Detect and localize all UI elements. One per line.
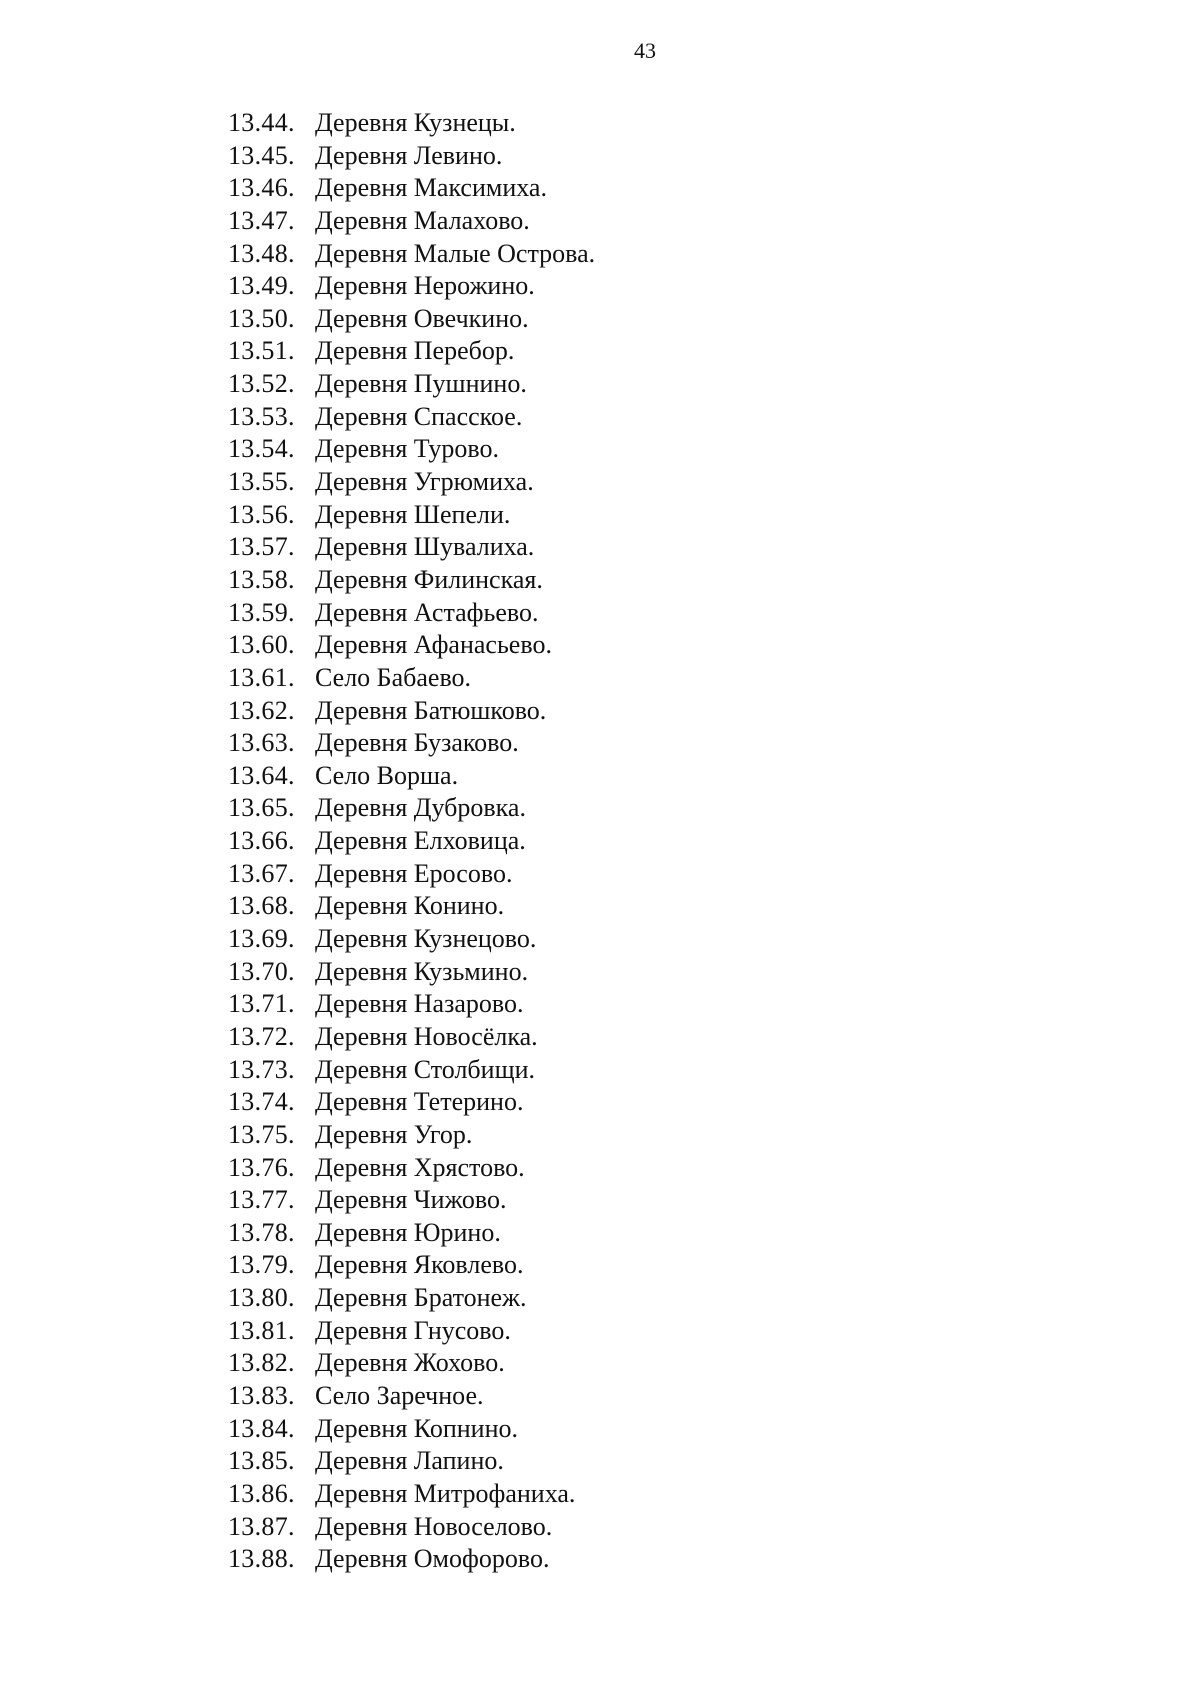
item-text: Деревня Юрино. [315, 1217, 501, 1247]
list-item [228, 303, 595, 336]
item-number: 13.67. [228, 858, 295, 888]
item-text: Деревня Пушнино. [315, 369, 527, 399]
item-number: 13.55. [228, 467, 295, 497]
item-number: 13.87. [228, 1511, 295, 1541]
item-text: Деревня Лапино. [315, 1446, 504, 1476]
item-number: 13.77. [228, 1185, 295, 1215]
item-text: Деревня Омофорово. [315, 1544, 550, 1574]
item-number: 13.58. [228, 564, 295, 594]
item-number: 13.57. [228, 532, 295, 562]
item-text: Деревня Митрофаниха. [315, 1478, 576, 1508]
item-number: 13.48. [228, 238, 295, 268]
list-item [228, 662, 595, 695]
item-number: 13.61. [228, 662, 295, 692]
list-item [228, 368, 595, 401]
list-item [228, 1217, 595, 1250]
item-text: Деревня Перебор. [315, 336, 515, 366]
item-number: 13.56. [228, 499, 295, 529]
list-item [228, 1543, 595, 1576]
item-number: 13.53. [228, 401, 295, 431]
item-text: Деревня Левино. [315, 140, 503, 170]
item-number: 13.74. [228, 1087, 295, 1117]
list-item [228, 1380, 595, 1413]
item-text: Деревня Максимиха. [315, 173, 547, 203]
list-item [228, 466, 595, 499]
list-item [228, 238, 595, 271]
item-text: Деревня Яковлево. [315, 1250, 524, 1280]
item-number: 13.84. [228, 1413, 295, 1443]
list-item [228, 988, 595, 1021]
item-text: Деревня Тетерино. [315, 1087, 524, 1117]
item-text: Деревня Угрюмиха. [315, 467, 534, 497]
item-number: 13.50. [228, 303, 295, 333]
item-text: Деревня Кузнецово. [315, 924, 537, 954]
item-number: 13.65. [228, 793, 295, 823]
item-text: Деревня Турово. [315, 434, 499, 464]
item-number: 13.66. [228, 826, 295, 856]
list-item [228, 629, 595, 662]
list-item [228, 760, 595, 793]
item-text: Деревня Дубровка. [315, 793, 526, 823]
list-item [228, 956, 595, 989]
item-number: 13.60. [228, 630, 295, 660]
item-text: Деревня Угор. [315, 1119, 473, 1149]
page-number: 43 [634, 38, 656, 63]
item-text: Деревня Елховица. [315, 826, 526, 856]
item-text: Деревня Кузнецы. [315, 108, 516, 137]
item-number: 13.49. [228, 271, 295, 301]
item-number: 13.70. [228, 956, 295, 986]
list-item [228, 401, 595, 434]
item-number: 13.68. [228, 891, 295, 921]
list-item [228, 1021, 595, 1054]
item-number: 13.44. [228, 108, 295, 137]
item-number: 13.46. [228, 173, 295, 203]
list-item [228, 695, 595, 728]
list-item [228, 1478, 595, 1511]
item-number: 13.81. [228, 1315, 295, 1345]
item-text: Село Бабаево. [315, 662, 472, 692]
list-item [228, 1445, 595, 1478]
item-number: 13.78. [228, 1217, 295, 1247]
item-number: 13.79. [228, 1250, 295, 1280]
item-text: Деревня Конино. [315, 891, 505, 921]
list-item [228, 1413, 595, 1446]
item-number: 13.63. [228, 728, 295, 758]
list-item [228, 858, 595, 891]
item-text: Деревня Кузьмино. [315, 956, 529, 986]
item-number: 13.59. [228, 597, 295, 627]
list-item [228, 433, 595, 466]
list-item [228, 792, 595, 825]
list-item [228, 1054, 595, 1087]
item-text: Деревня Шувалиха. [315, 532, 535, 562]
item-text: Деревня Афанасьево. [315, 630, 552, 660]
item-text: Деревня Бузаково. [315, 728, 519, 758]
item-text: Село Заречное. [315, 1380, 484, 1410]
item-number: 13.47. [228, 205, 295, 235]
item-number: 13.82. [228, 1348, 295, 1378]
list-item [228, 270, 595, 303]
item-text: Деревня Братонеж. [315, 1283, 527, 1313]
item-text: Деревня Новосёлка. [315, 1021, 538, 1051]
item-number: 13.51. [228, 336, 295, 366]
list-item [228, 1315, 595, 1348]
list-item [228, 923, 595, 956]
item-text: Деревня Астафьево. [315, 597, 539, 627]
list-item [228, 1347, 595, 1380]
list-item [228, 1152, 595, 1185]
item-text: Деревня Гнусово. [315, 1315, 511, 1345]
item-number: 13.83. [228, 1380, 295, 1410]
list-item [228, 531, 595, 564]
list-item [228, 1086, 595, 1119]
list-item [228, 890, 595, 923]
item-number: 13.80. [228, 1283, 295, 1313]
list-item [228, 825, 595, 858]
item-text: Деревня Чижово. [315, 1185, 507, 1215]
item-number: 13.86. [228, 1478, 295, 1508]
item-text: Деревня Копнино. [315, 1413, 518, 1443]
item-number: 13.69. [228, 924, 295, 954]
item-text: Деревня Малахово. [315, 205, 530, 235]
item-text: Деревня Жохово. [315, 1348, 505, 1378]
item-number: 13.73. [228, 1054, 295, 1084]
item-number: 13.62. [228, 695, 295, 725]
item-text: Деревня Батюшково. [315, 695, 547, 725]
list-item [228, 205, 595, 238]
item-number: 13.72. [228, 1021, 295, 1051]
item-text: Деревня Филинская. [315, 564, 543, 594]
settlement-list [228, 107, 595, 1576]
list-item [228, 1119, 595, 1152]
item-text: Деревня Шепели. [315, 499, 511, 529]
list-item [228, 597, 595, 630]
list-item [228, 1282, 595, 1315]
list-item [228, 107, 595, 140]
item-text: Деревня Нерожино. [315, 271, 535, 301]
item-number: 13.88. [228, 1544, 295, 1574]
item-number: 13.75. [228, 1119, 295, 1149]
list-item [228, 172, 595, 205]
item-number: 13.45. [228, 140, 295, 170]
item-text: Деревня Спасское. [315, 401, 523, 431]
list-item [228, 1249, 595, 1282]
item-text: Деревня Малые Острова. [315, 238, 596, 268]
item-number: 13.64. [228, 760, 295, 790]
item-text: Деревня Еросово. [315, 858, 513, 888]
list-item [228, 1184, 595, 1217]
item-text: Деревня Хрястово. [315, 1152, 525, 1182]
list-item [228, 140, 595, 173]
list-item [228, 727, 595, 760]
item-text: Деревня Назарово. [315, 989, 524, 1019]
list-item [228, 499, 595, 532]
item-number: 13.76. [228, 1152, 295, 1182]
item-number: 13.85. [228, 1446, 295, 1476]
item-number: 13.71. [228, 989, 295, 1019]
list-item [228, 335, 595, 368]
item-text: Село Ворша. [315, 760, 459, 790]
list-item [228, 564, 595, 597]
item-text: Деревня Овечкино. [315, 303, 529, 333]
item-text: Деревня Новоселово. [315, 1511, 553, 1541]
item-number: 13.54. [228, 434, 295, 464]
item-text: Деревня Столбищи. [315, 1054, 536, 1084]
list-item [228, 1511, 595, 1544]
item-number: 13.52. [228, 369, 295, 399]
